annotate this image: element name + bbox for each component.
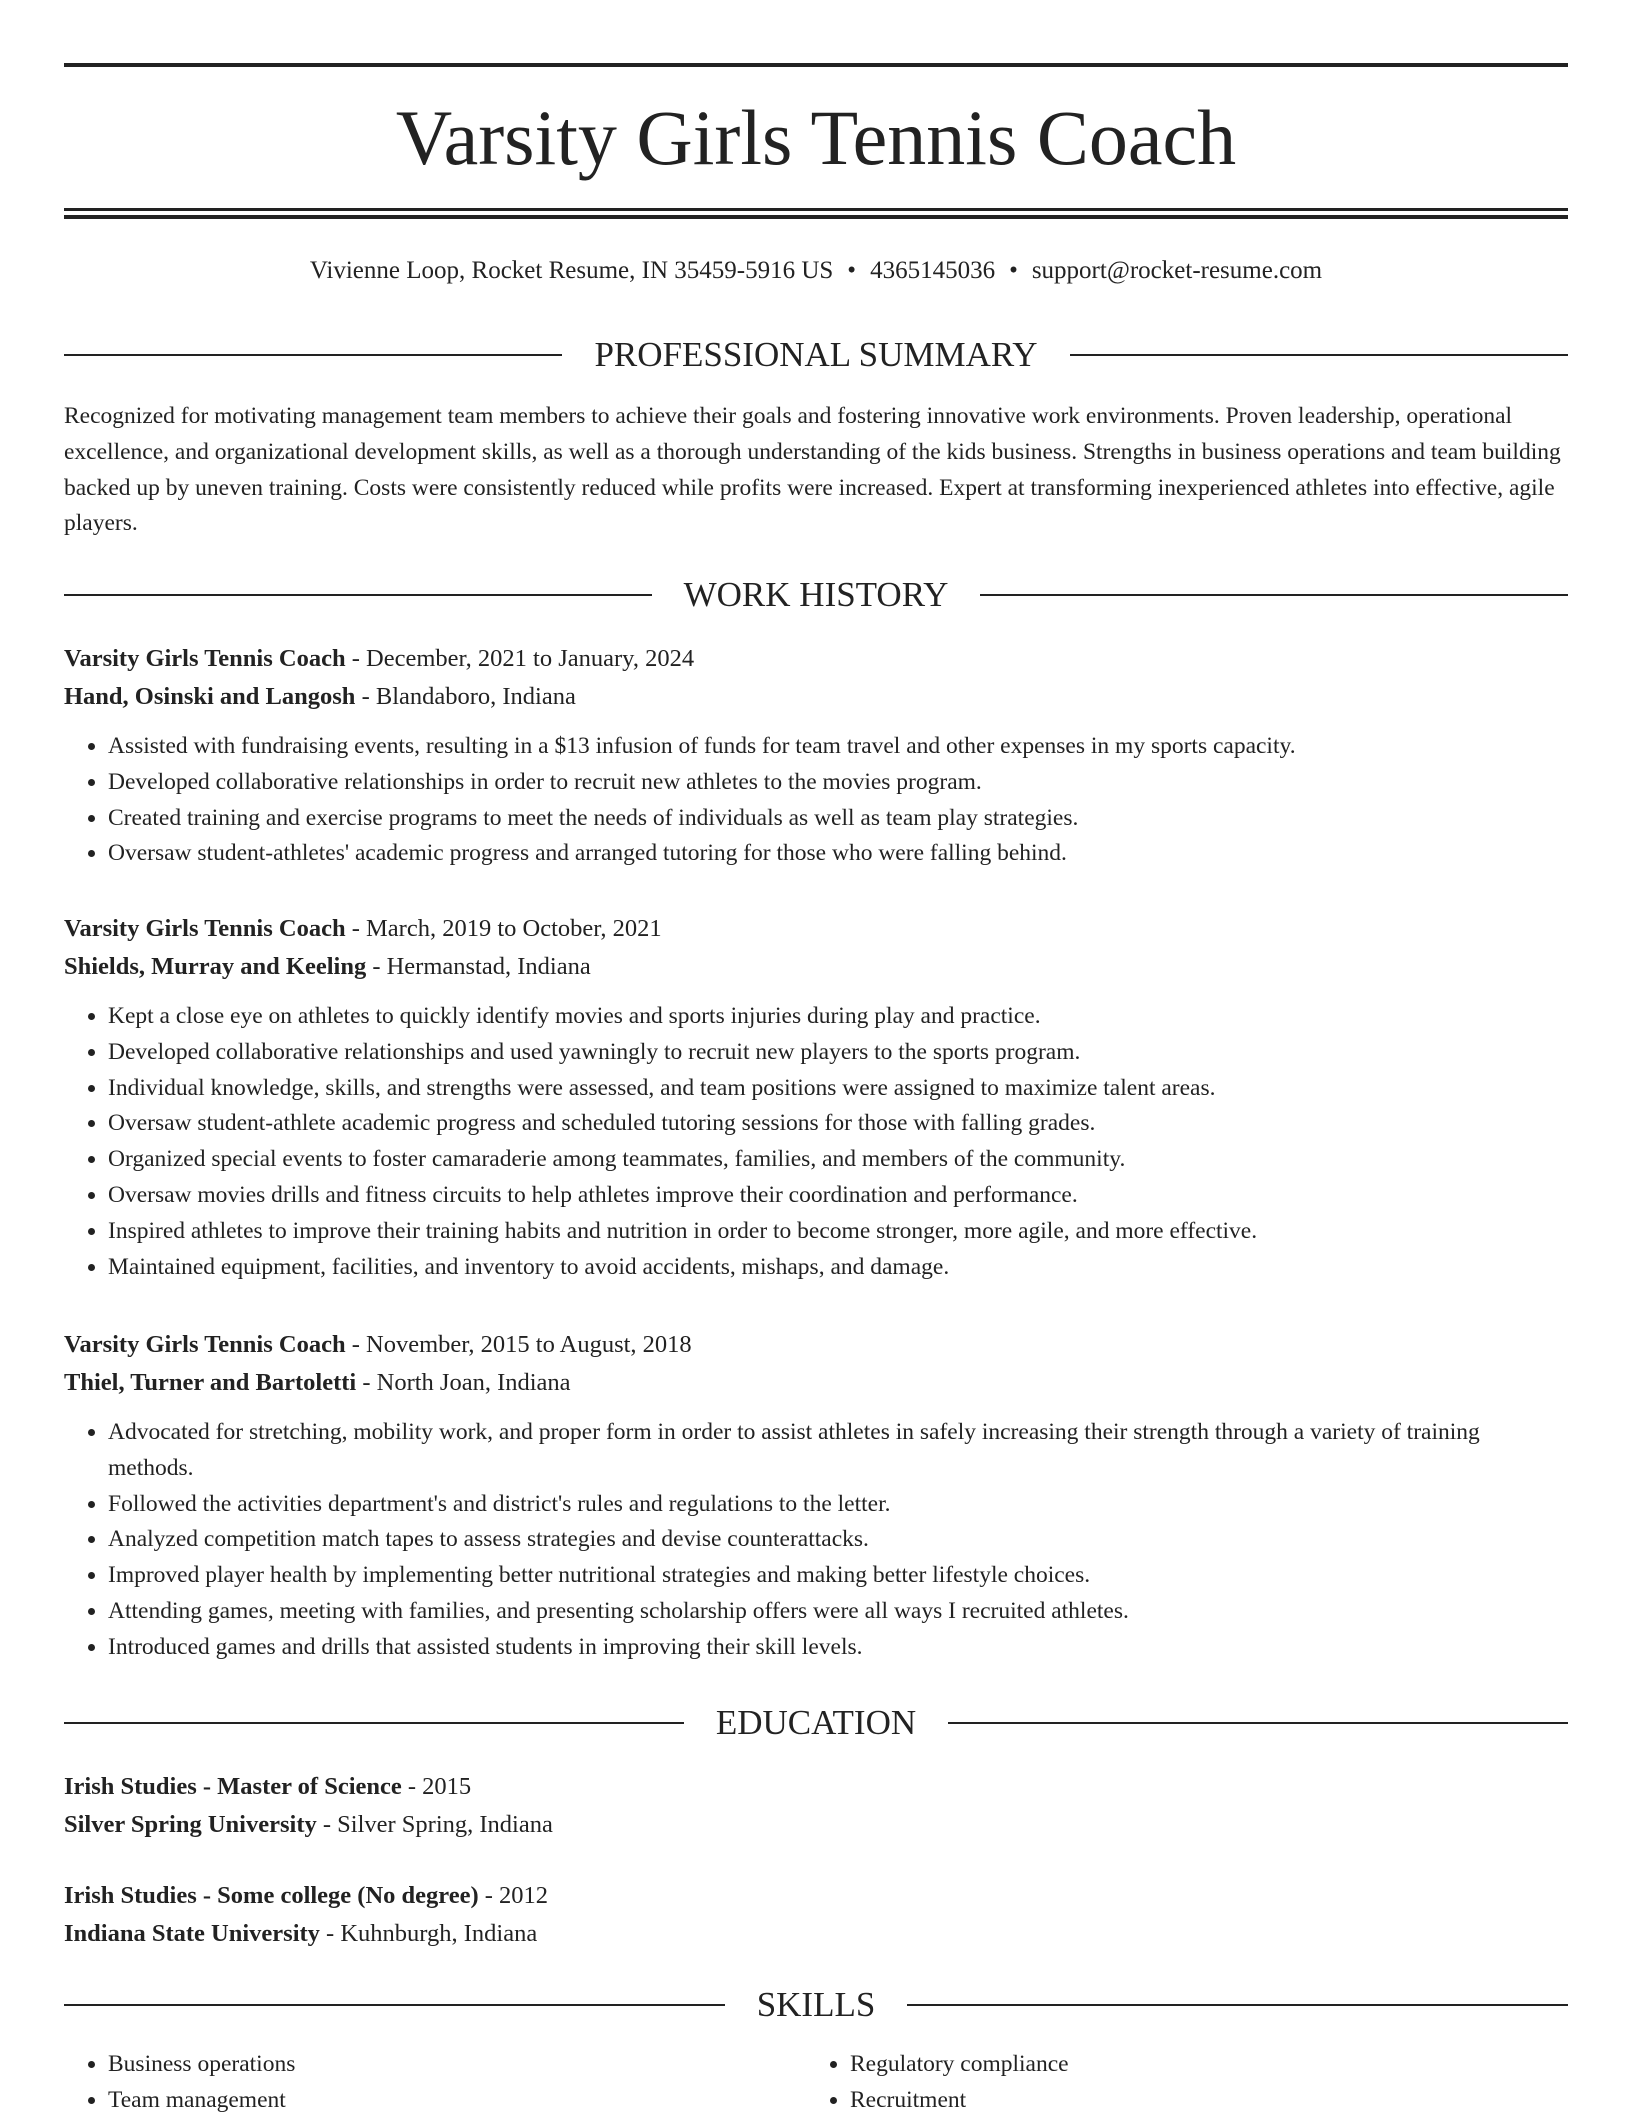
job-dates: - December, 2021 to January, 2024 (345, 645, 695, 672)
section-rule (64, 1722, 684, 1724)
skill-item: • Business operations (108, 2047, 806, 2083)
job-company: Hand, Osinski and Langosh (64, 683, 356, 710)
list-item: • Analyzed competition match tapes to assess strategies and devise counterattacks. (108, 1522, 1568, 1558)
list-item: • Kept a close eye on athletes to quickly identify movies and sports injuries during play and practice. (108, 999, 1568, 1035)
section-heading-work-history (64, 573, 1568, 617)
list-item: • Developed collaborative relationships in order to recruit new athletes to the movies program. (108, 765, 1568, 801)
job-location: - North Joan, Indiana (356, 1369, 571, 1396)
list-item: • Inspired athletes to improve their training habits and nutrition in order to become stronger, more agile, and more effective. (108, 1214, 1568, 1250)
section-rule (64, 2004, 725, 2006)
job-title: Varsity Girls Tennis Coach (64, 1331, 346, 1358)
list-item: • Oversaw movies drills and fitness circuits to help athletes improve their coordination and performance. (108, 1178, 1568, 1214)
education-degree: Irish Studies - Master of Science (64, 1773, 402, 1800)
section-rule (1070, 354, 1568, 356)
list-item: • Oversaw student-athletes' academic progress and arranged tutoring for those who were falling behind. (108, 836, 1568, 872)
job-company: Thiel, Turner and Bartoletti (64, 1369, 357, 1396)
section-rule (948, 1722, 1568, 1724)
list-item: • Organized special events to foster camaraderie among teammates, families, and members of the community. (108, 1142, 1568, 1178)
job-company: Shields, Murray and Keeling (64, 953, 367, 980)
contact-address: Vivienne Loop, Rocket Resume, IN 35459-5916 US (309, 257, 834, 284)
title-rule-upper (64, 208, 1568, 211)
education-year: - 2012 (478, 1882, 549, 1909)
contact-line (64, 254, 1568, 288)
education-school: Silver Spring University (64, 1811, 317, 1838)
title-rule-lower (64, 215, 1568, 219)
list-item: • Improved player health by implementing better nutritional strategies and making better lifestyle choices. (108, 1558, 1568, 1594)
section-heading-education (64, 1701, 1568, 1745)
job-bullets (64, 999, 1568, 1285)
section-rule (907, 2004, 1568, 2006)
job-entry (64, 910, 1568, 1285)
job-location: - Hermanstad, Indiana (366, 953, 591, 980)
contact-separator: • (1009, 257, 1018, 284)
skill-item: • Recruitment (850, 2083, 1548, 2119)
section-rule (64, 594, 652, 596)
section-title: EDUCATION (715, 1703, 917, 1742)
job-entry (64, 640, 1568, 872)
skills-list (64, 2047, 1568, 2119)
summary-text: Recognized for motivating management team members to achieve their goals and fostering innovative work environments. Proven leadership, operational excellence, and organizational development skills, as well as a thorough understanding of the kids business. Strengths in business operations and team building backed up by uneven training. Costs were consistently reduced while profits were increased. Expert at transforming inexperienced athletes into effective, agile players. (64, 403, 1561, 537)
education-location: - Kuhnburgh, Indiana (319, 1920, 538, 1947)
section-heading-skills (64, 1983, 1568, 2027)
section-rule (64, 354, 562, 356)
education-school: Indiana State University (64, 1920, 320, 1947)
section-heading-summary (64, 333, 1568, 377)
list-item: • Advocated for stretching, mobility work, and proper form in order to assist athletes in safely increasing their strength through a variety of training methods. (108, 1415, 1568, 1487)
list-item: • Created training and exercise programs to meet the needs of individuals as well as team play strategies. (108, 801, 1568, 837)
skill-item: • Regulatory compliance (850, 2047, 1548, 2083)
page-title: Varsity Girls Tennis Coach (395, 94, 1237, 181)
list-item: • Oversaw student-athlete academic progress and scheduled tutoring sessions for those with falling grades. (108, 1106, 1568, 1142)
job-bullets (64, 1415, 1568, 1666)
education-degree: Irish Studies - Some college (No degree) (64, 1882, 479, 1909)
education-year: - 2015 (401, 1773, 472, 1800)
section-rule (980, 594, 1568, 596)
list-item: • Developed collaborative relationships and used yawningly to recruit new players to the sports program. (108, 1035, 1568, 1071)
list-item: • Assisted with fundraising events, resulting in a $13 infusion of funds for team travel and other expenses in my sports capacity. (108, 729, 1568, 765)
job-dates: - November, 2015 to August, 2018 (345, 1331, 692, 1358)
list-item: • Attending games, meeting with families, and presenting scholarship offers were all ways I recruited athletes. (108, 1594, 1568, 1630)
top-rule (64, 63, 1568, 67)
contact-email: support@rocket-resume.com (1031, 257, 1323, 284)
job-entry (64, 1326, 1568, 1666)
education-location: - Silver Spring, Indiana (316, 1811, 553, 1838)
list-item: • Maintained equipment, facilities, and inventory to avoid accidents, mishaps, and damage. (108, 1250, 1568, 1286)
education-entry (64, 1768, 1568, 1844)
job-title: Varsity Girls Tennis Coach (64, 915, 346, 942)
contact-phone: 4365145036 (870, 257, 996, 284)
skills-column-right (806, 2047, 1548, 2119)
skills-column-left (64, 2047, 806, 2119)
skill-item: • Team management (108, 2083, 806, 2119)
section-title: WORK HISTORY (683, 575, 949, 614)
job-bullets (64, 729, 1568, 872)
list-item: • Introduced games and drills that assisted students in improving their skill levels. (108, 1630, 1568, 1666)
list-item: • Individual knowledge, skills, and strengths were assessed, and team positions were assigned to maximize talent areas. (108, 1071, 1568, 1107)
education-entry (64, 1877, 1568, 1953)
section-title: PROFESSIONAL SUMMARY (594, 335, 1038, 374)
job-location: - Blandaboro, Indiana (355, 683, 576, 710)
list-item: • Followed the activities department's and district's rules and regulations to the letter. (108, 1487, 1568, 1523)
job-dates: - March, 2019 to October, 2021 (345, 915, 662, 942)
job-title: Varsity Girls Tennis Coach (64, 645, 346, 672)
contact-separator: • (847, 257, 857, 284)
section-title: SKILLS (756, 1985, 876, 2024)
